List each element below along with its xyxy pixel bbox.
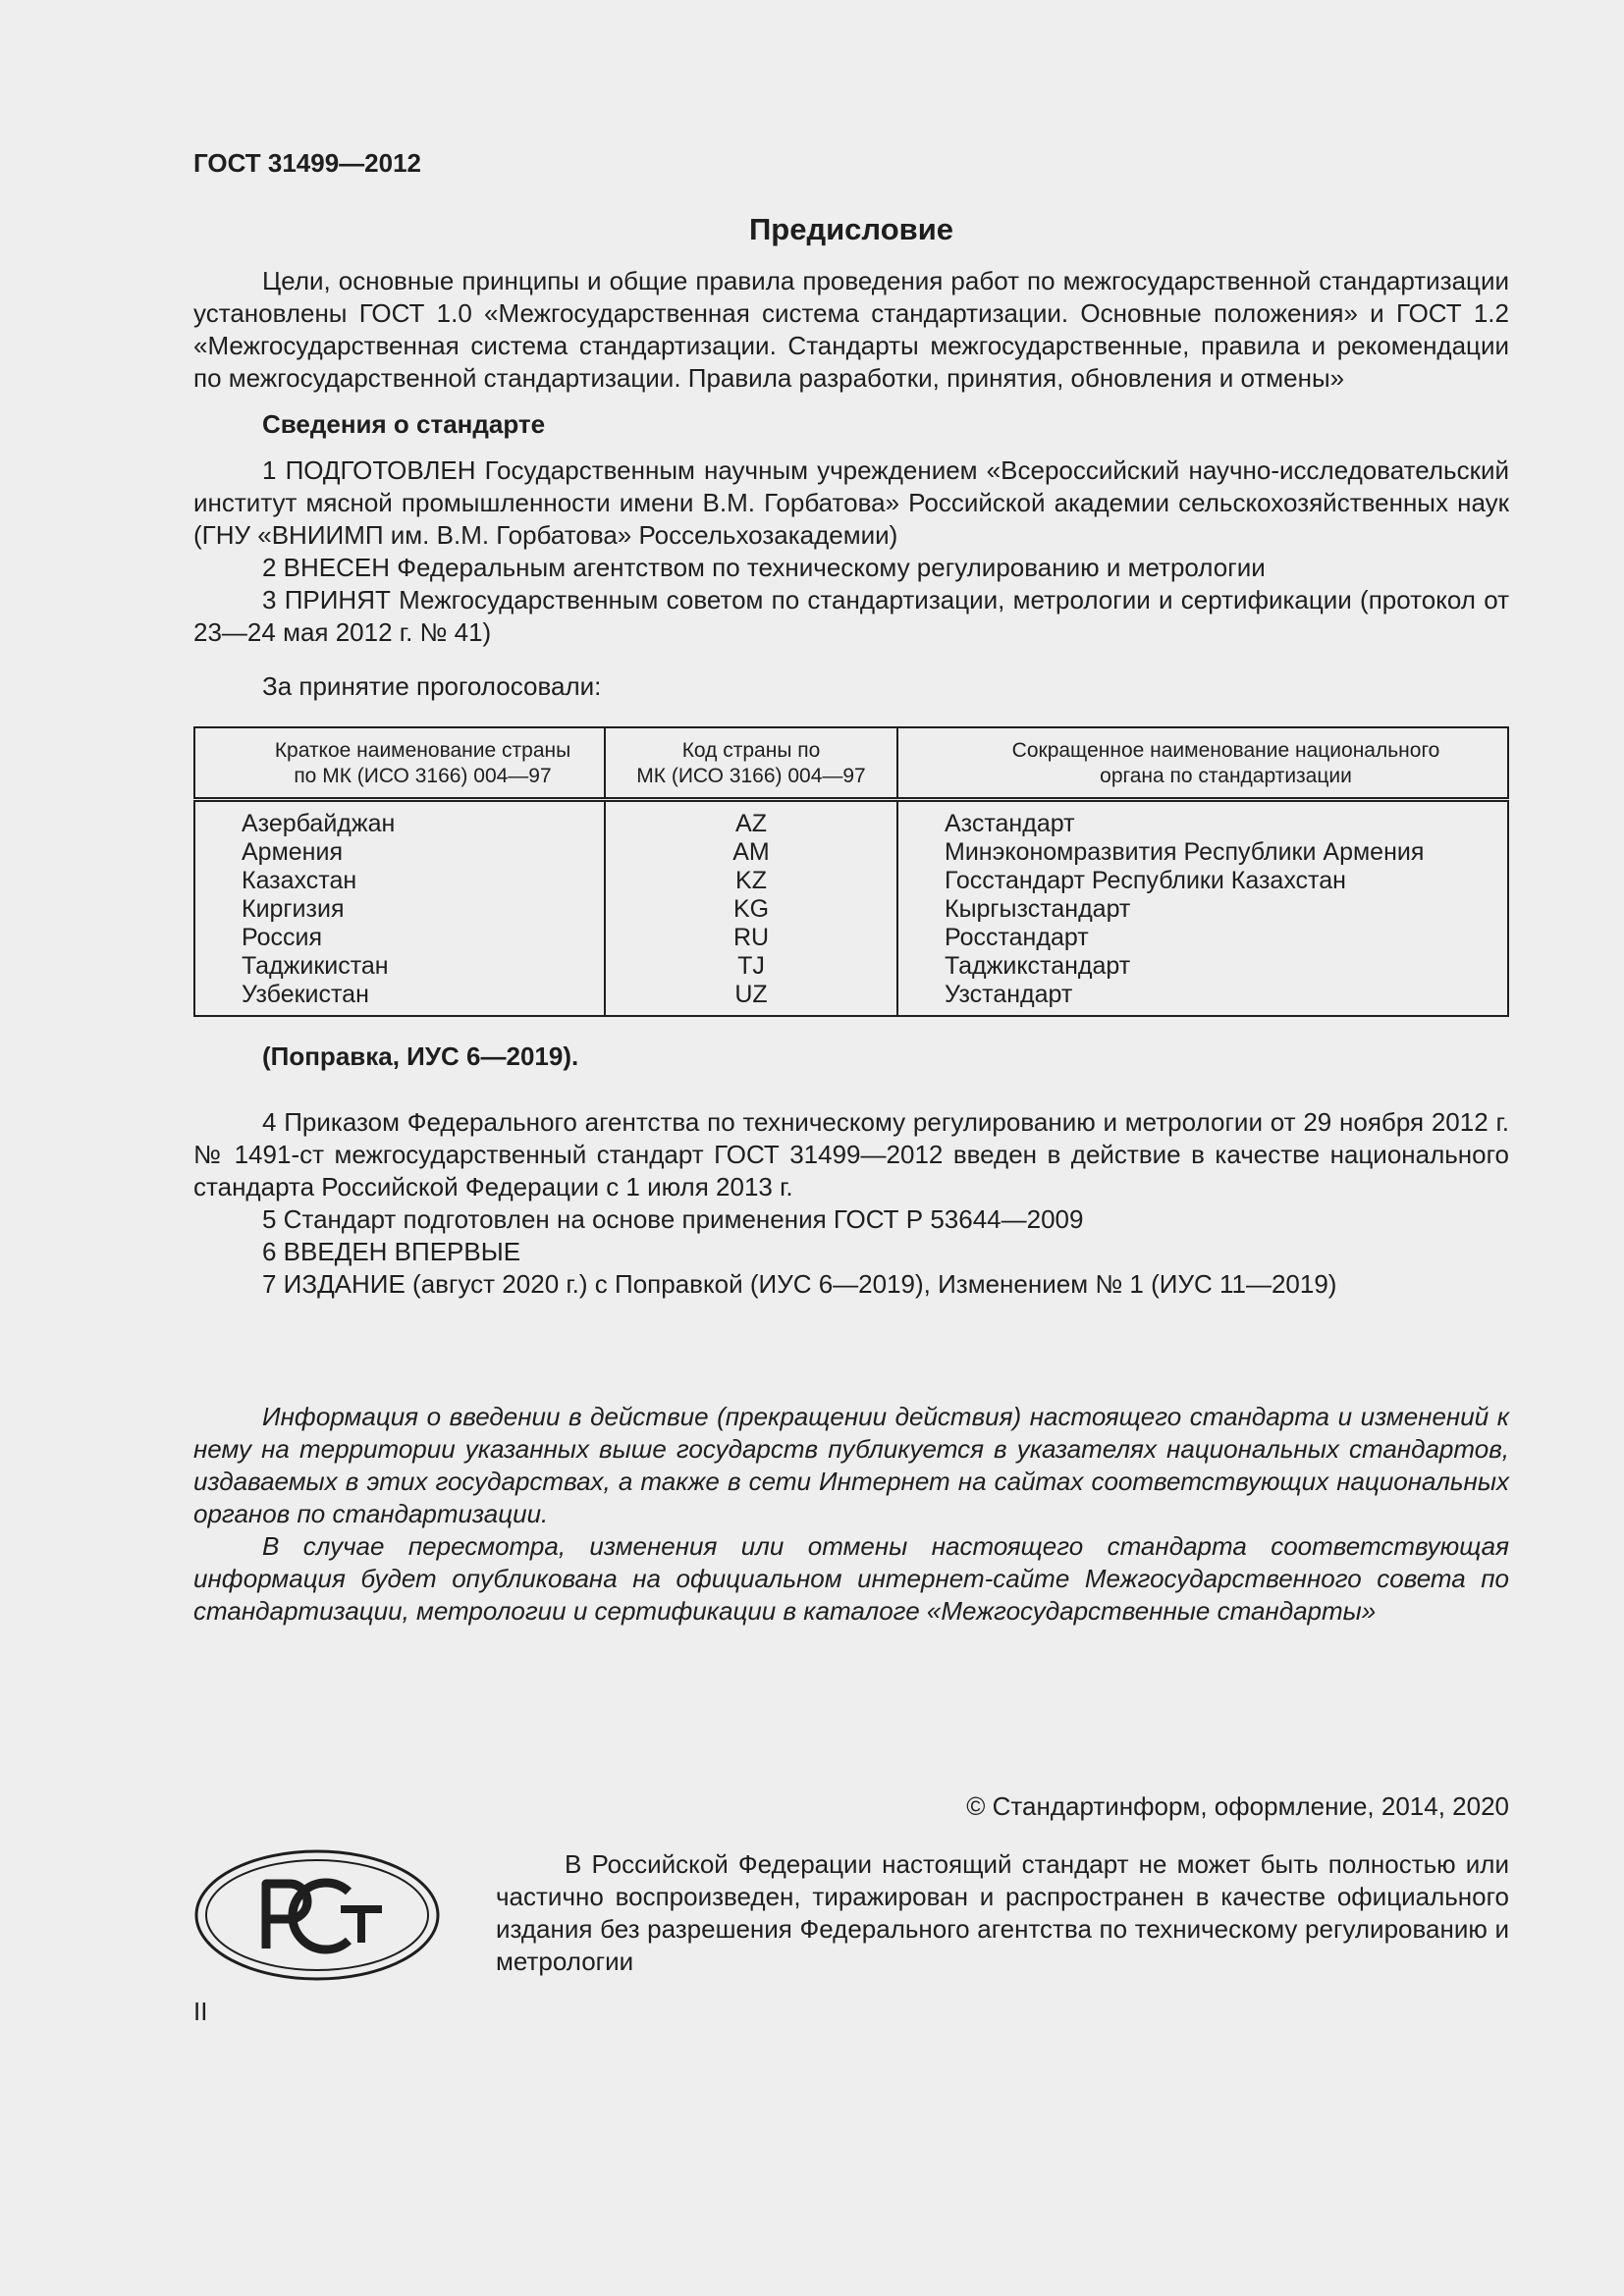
rights-notice: В Российской Федерации настоящий стандарт не может быть полностью или частично воспроизведен, тиражирован и распространен в качестве официального издания без разрешения Федерального агентства по техническому регулированию и метрологии <box>496 1849 1509 1976</box>
info-heading: Сведения о стандарте <box>262 409 546 439</box>
document-code: ГОСТ 31499—2012 <box>193 148 421 178</box>
amendment-note: (Поправка, ИУС 6—2019). <box>262 1041 579 1071</box>
notice-paragraph-2: В случае пересмотра, изменения или отмены настоящего стандарта соответствующая информация будет опубликована на официальном интернет-сайте Межгосударственного совета по стандартизации, метрологии и сертификации в каталоге «Межгосударственные стандарты» <box>193 1531 1509 1626</box>
body-cell: Азстандарт <box>945 810 1075 837</box>
item-4: 4 Приказом Федерального агентства по техническому регулированию и метрологии от 29 ноября 2012 г. № 1491-ст межгосударственный стандарт ГОСТ 31499—2012 введен в действие в качестве национального стандарта Российской Федерации с 1 июля 2013 г. <box>193 1107 1509 1201</box>
country-cell: Таджикистан <box>242 952 389 980</box>
code-cell: AM <box>732 838 770 866</box>
info-item-1: 1 ПОДГОТОВЛЕН Государственным научным учреждением «Всероссийский научно-исследовательский институт мясной промышленности имени В.М. Горбатова» Российской академии сельскохозяйственных наук (ГНУ «ВНИИМП им. В.М. Горбатова» Россельхозакадемии) <box>193 455 1509 550</box>
table-header-line: Код страны по <box>681 739 821 762</box>
country-cell: Азербайджан <box>242 810 396 837</box>
body-cell: Госстандарт Республики Казахстан <box>945 867 1346 894</box>
voting-table <box>193 726 1509 1017</box>
item-6: 6 ВВЕДЕН ВПЕРВЫЕ <box>262 1237 521 1266</box>
notice-paragraph-1: Информация о введении в действие (прекращении действия) настоящего стандарта и изменений к нему на территории указанных выше государств публикуется в указателях национальных стандартов, издаваемых в этих государствах, а также в сети Интернет на сайтах соответствующих национальных органов по стандартизации. <box>193 1402 1509 1528</box>
rst-logo-icon <box>193 1848 441 1982</box>
table-header-country <box>194 727 605 800</box>
table-header-line: Краткое наименование страны <box>274 739 571 762</box>
table-header-line: органа по стандартизации <box>1100 765 1352 787</box>
body-column <box>897 800 1508 1017</box>
table-header-code <box>605 727 897 800</box>
page-title: Предисловие <box>748 212 953 246</box>
code-cell: AZ <box>735 810 767 837</box>
copyright-line: © Стандартинформ, оформление, 2014, 2020 <box>966 1791 1509 1821</box>
footer-block <box>193 1848 1509 1982</box>
body-cell: Узстандарт <box>945 981 1073 1008</box>
country-column <box>194 800 605 1017</box>
body-cell: Минэкономразвития Республики Армения <box>945 838 1425 866</box>
body-cell: Росстандарт <box>945 924 1089 951</box>
code-cell: KG <box>732 895 770 923</box>
table-header-body <box>897 727 1508 800</box>
info-item-2: 2 ВНЕСЕН Федеральным агентством по техническому регулированию и метрологии <box>262 553 1266 582</box>
country-cell: Узбекистан <box>242 981 369 1008</box>
country-cell: Армения <box>242 838 343 866</box>
intro-paragraph: Цели, основные принципы и общие правила проведения работ по межгосударственной стандартизации установлены ГОСТ 1.0 «Межгосударственная система стандартизации. Основные положения» и ГОСТ 1.2 «Межгосударственная система стандартизации. Стандарты межгосударственные, правила и рекомендации по межгосударственной стандартизации. Правила разработки, принятия, обновления и отмены» <box>193 266 1509 393</box>
code-cell: KZ <box>735 867 767 894</box>
document-page <box>193 147 1509 2028</box>
code-column <box>605 800 897 1017</box>
code-cell: RU <box>732 924 770 951</box>
table-header-line: МК (ИСО 3166) 004—97 <box>636 765 866 787</box>
body-cell: Таджикстандарт <box>945 952 1131 980</box>
country-cell: Россия <box>242 924 322 951</box>
item-5: 5 Стандарт подготовлен на основе применения ГОСТ Р 53644—2009 <box>262 1204 1084 1234</box>
table-header-line: по МК (ИСО 3166) 004—97 <box>294 765 552 787</box>
code-cell: TJ <box>737 952 765 980</box>
country-cell: Киргизия <box>242 895 345 923</box>
table-header-line: Сокращенное наименование национального <box>1011 739 1440 762</box>
body-cell: Кыргызстандарт <box>945 895 1131 923</box>
voted-label: За принятие проголосовали: <box>262 671 602 701</box>
item-7: 7 ИЗДАНИЕ (август 2020 г.) с Поправкой (ИУС 6—2019), Изменением № 1 (ИУС 11—2019) <box>262 1269 1337 1299</box>
page-number: II <box>193 1997 208 2026</box>
info-item-3: 3 ПРИНЯТ Межгосударственным советом по стандартизации, метрологии и сертификации (протокол от 23—24 мая 2012 г. № 41) <box>193 585 1509 647</box>
code-cell: UZ <box>734 981 768 1008</box>
country-cell: Казахстан <box>242 867 357 894</box>
